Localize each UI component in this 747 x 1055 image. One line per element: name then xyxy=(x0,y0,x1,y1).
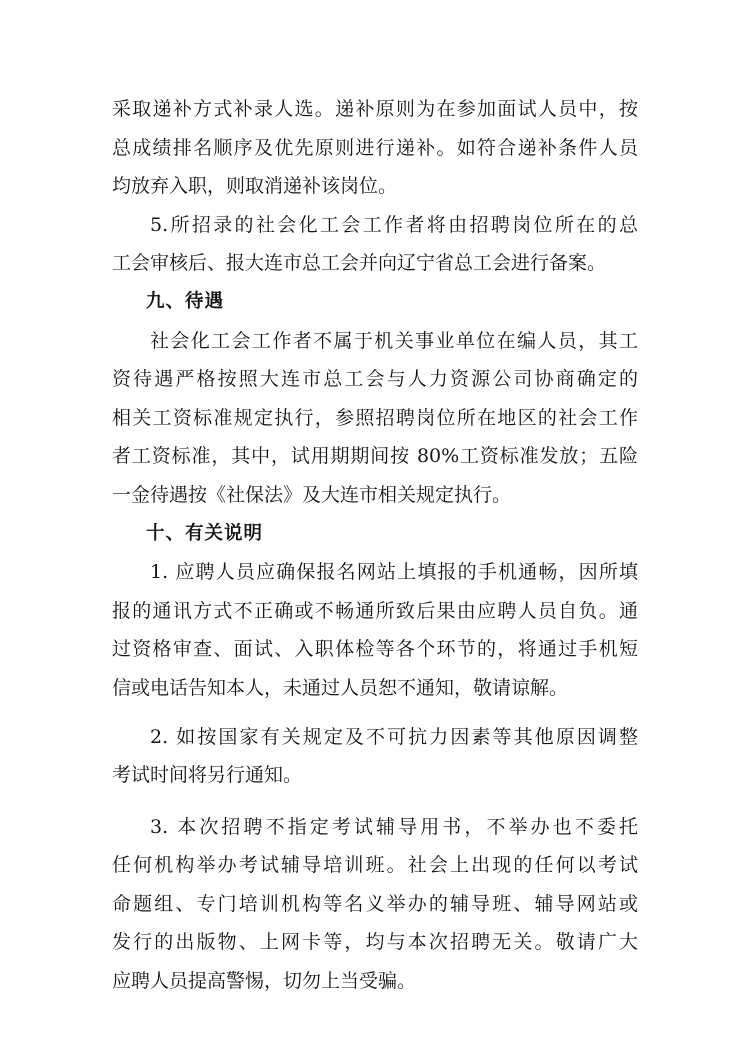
paragraph-note-3 xyxy=(112,808,638,1001)
text-line: 相关工资标准规定执行，参照招聘岗位所在地区的社会工作 xyxy=(112,406,638,429)
paragraph-item-5 xyxy=(112,206,638,283)
text-line: 采取递补方式补录人选。递补原则为在参加面试人员中，按 xyxy=(112,98,638,120)
text-line: 1. 应聘人员应确保报名网站上填报的手机通畅，因所填 xyxy=(150,561,638,584)
text-line: 过资格审查、面试、入职体检等各个环节的，将通过手机短 xyxy=(112,638,638,661)
section-heading-benefits: 九、待遇 xyxy=(146,290,225,312)
text-line: 命题组、专门培训机构等名义举办的辅导班、辅导网站或 xyxy=(112,892,638,915)
text-line: 者工资标准，其中，试用期期间按 80%工资标准发放；五险 xyxy=(112,445,638,468)
paragraph-note-1 xyxy=(112,553,638,707)
paragraph-note-2 xyxy=(112,718,638,795)
text-line: 社会化工会工作者不属于机关事业单位在编人员，其工 xyxy=(150,329,638,352)
document-page xyxy=(112,90,638,1001)
paragraph-benefits xyxy=(112,322,638,515)
text-line: 报的通讯方式不正确或不畅通所致后果由应聘人员自负。通 xyxy=(112,599,638,622)
text-line: 考试时间将另行通知。 xyxy=(112,764,303,787)
text-line: 3. 本次招聘不指定考试辅导用书，不举办也不委托 xyxy=(150,815,638,838)
text-line: 工会审核后、报大连市总工会并向辽宁省总工会进行备案。 xyxy=(112,252,607,275)
section-heading-notes: 十、有关说明 xyxy=(146,522,264,544)
text-line: 信或电话告知本人，未通过人员恕不通知，敬请谅解。 xyxy=(112,676,569,699)
paragraph-continued xyxy=(112,90,638,206)
text-line: 总成绩排名顺序及优先原则进行递补。如符合递补条件人员 xyxy=(112,136,638,159)
text-line: 应聘人员提高警惕，切勿上当受骗。 xyxy=(112,970,417,993)
text-line: 资待遇严格按照大连市总工会与人力资源公司协商确定的 xyxy=(112,368,638,391)
text-line: 一金待遇按《社保法》及大连市相关规定执行。 xyxy=(112,483,512,506)
text-line: 发行的出版物、上网卡等，均与本次招聘无关。敬请广大 xyxy=(112,931,638,954)
text-line: 任何机构举办考试辅导培训班。社会上出现的任何以考试 xyxy=(112,854,638,877)
text-line: 2. 如按国家有关规定及不可抗力因素等其他原因调整 xyxy=(150,725,638,748)
text-line: 均放弃入职，则取消递补该岗位。 xyxy=(112,175,398,198)
text-line: 5.所招录的社会化工会工作者将由招聘岗位所在的总 xyxy=(150,213,638,236)
